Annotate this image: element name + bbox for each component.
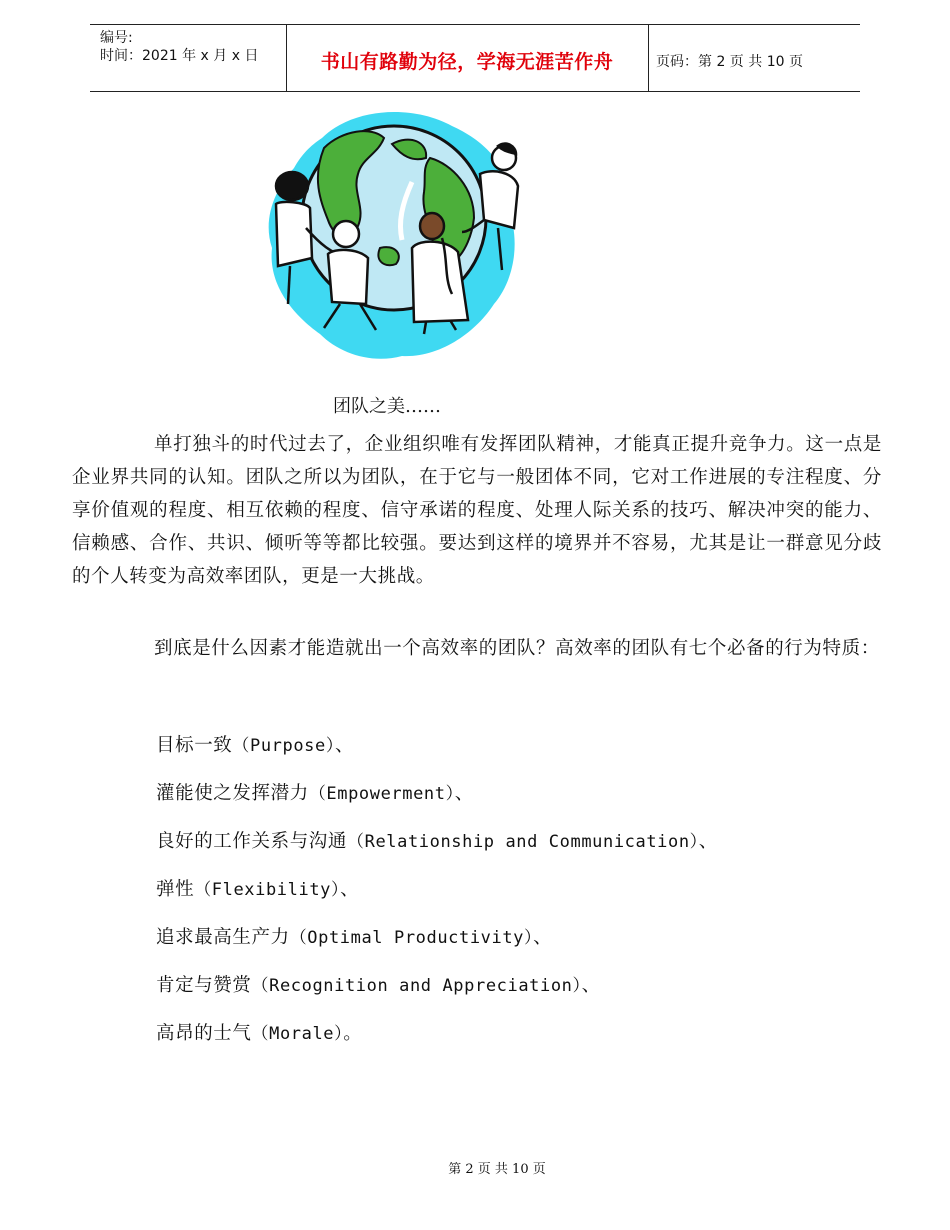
list-item: 良好的工作关系与沟通（Relationship and Communication）、 <box>156 831 718 852</box>
teamwork-globe-illustration <box>262 108 522 366</box>
page-footer: 第 2 页 共 10 页 <box>448 1162 546 1177</box>
paragraph-text: 单打独斗的时代过去了，企业组织唯有发挥团队精神，才能真正提升竞争力。这一点是企业界共同的认知。团队之所以为团队，在于它与一般团体不同，它对工作进展的专注程度、分享价值观的程度、相互依赖的程度、信守承诺的程度、处理人际关系的技巧、解决冲突的能力、信赖感、合作、共识、倾听等等都比较强。要达到这样的境界并不容易，尤其是让一群意见分歧的个人转变为高效率团队，更是一大挑战。 <box>72 434 882 587</box>
time-label: 时间：2021 年 x 月 x 日 <box>100 48 259 64</box>
number-label: 编号: <box>100 30 133 46</box>
header-motto-cell <box>286 25 649 91</box>
list-item: 弹性（Flexibility）、 <box>156 879 360 900</box>
header-left-cell <box>90 25 287 91</box>
question-paragraph <box>72 632 882 665</box>
list-item: 目标一致（Purpose）、 <box>156 735 355 756</box>
illustration-caption: 团队之美…… <box>333 396 441 417</box>
intro-paragraph <box>72 428 882 593</box>
land-island <box>378 247 398 265</box>
header-page-cell <box>648 25 860 91</box>
motto-text: 书山有路勤为径，学海无涯苦作舟 <box>320 51 614 73</box>
list-item: 灌能使之发挥潜力（Empowerment）、 <box>156 783 474 804</box>
paragraph-text: 到底是什么因素才能造就出一个高效率的团队？高效率的团队有七个必备的行为特质： <box>154 638 880 659</box>
traits-list <box>156 722 718 1058</box>
list-item: 肯定与赞赏（Recognition and Appreciation）、 <box>156 975 601 996</box>
list-item: 追求最高生产力（Optimal Productivity）、 <box>156 927 553 948</box>
page-info: 页码：第 2 页 共 10 页 <box>656 54 803 70</box>
page-header <box>90 24 860 92</box>
list-item: 高昂的士气（Morale）。 <box>156 1023 363 1044</box>
